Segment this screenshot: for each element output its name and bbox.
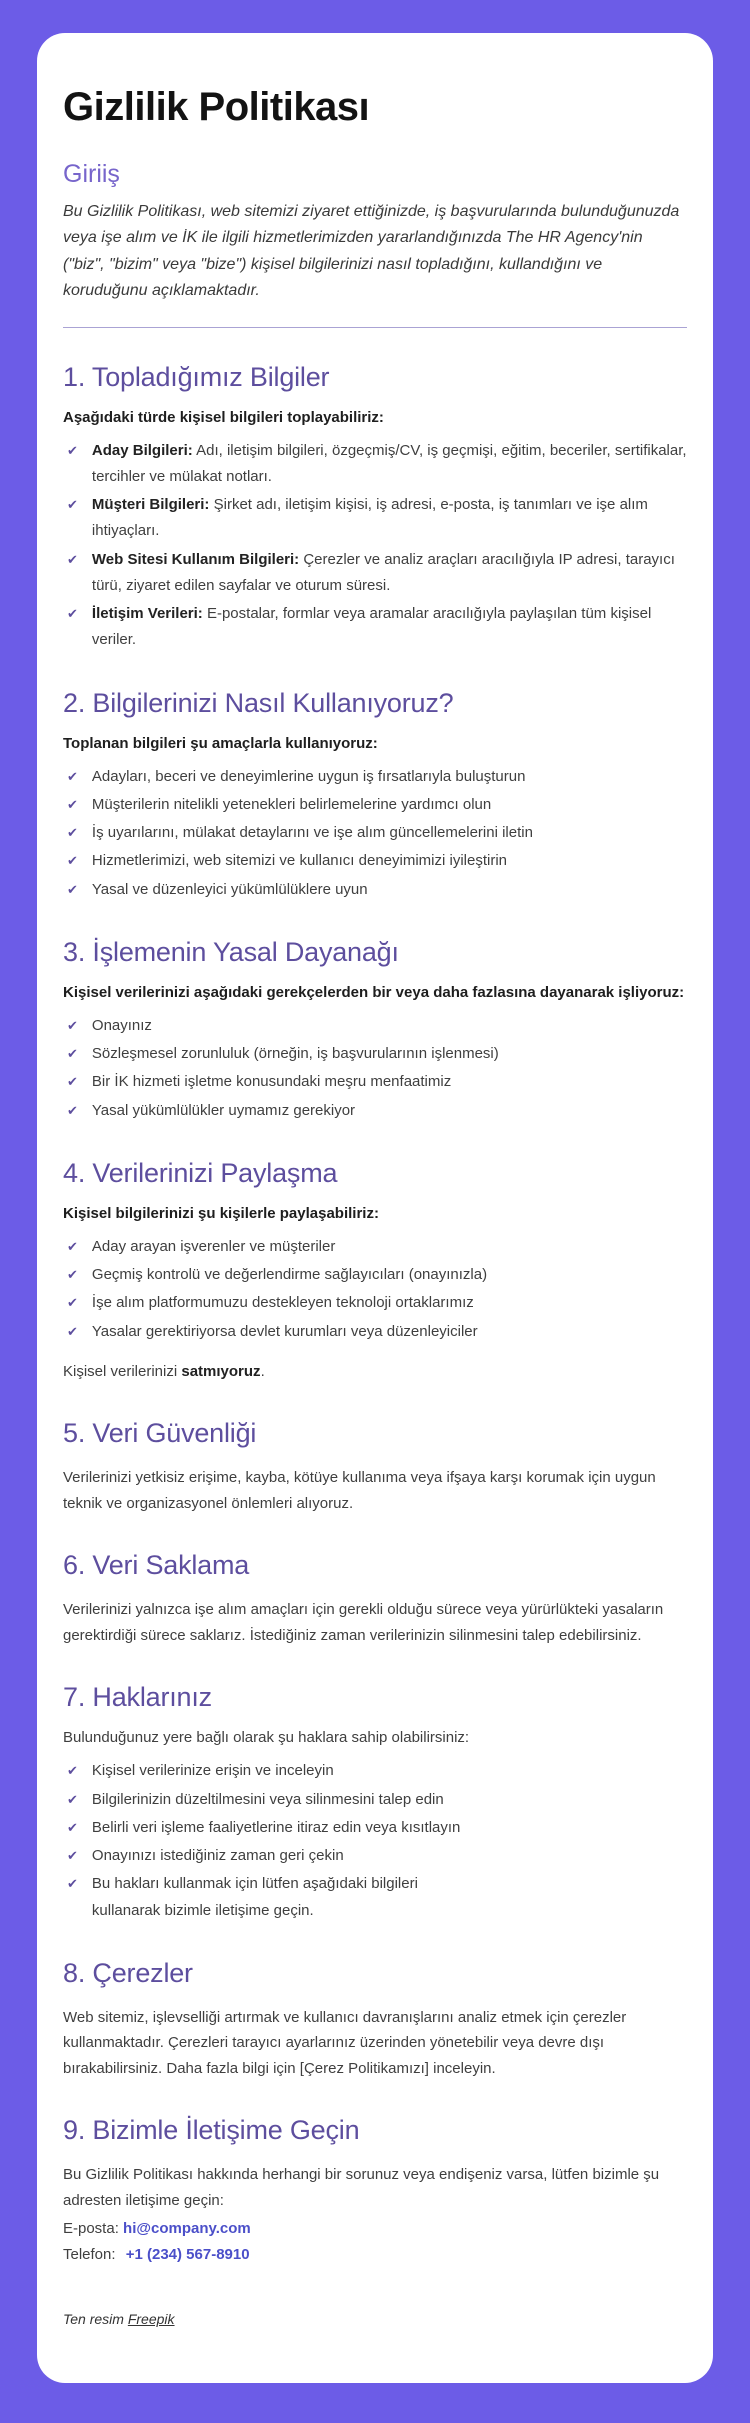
contact-phone-line [63,2243,687,2267]
item-label: Aday Bilgileri: [91,441,193,459]
item-body: Bu hakları kullanmak için lütfen aşağıdaki bilgileri kullanarak bizimle iletişime geçin. [91,1875,418,1919]
section-paragraph: Bu Gizlilik Politikası hakkında herhangi bir sorunuz veya endişeniz varsa, lütfen bizimle şu adresten iletişime geçin: [63,2166,660,2209]
checklist [63,438,687,654]
item-body: Belirli veri işleme faaliyetlerine itiraz edin veya kısıtlayın [91,1818,461,1836]
section-collected-info [63,362,687,654]
item-body: Sözleşmesel zorunluluk (örneğin, iş başvurularının işlenmesi) [91,1045,499,1063]
no-sell-post: . [260,1362,265,1380]
list-item [67,547,687,600]
check-icon: ✔ [67,1819,78,1835]
item-body: Çerezler ve analiz araçları aracılığıyla IP adresi, tarayıcı türü, ziyaret edilen sayfalar ve oturum süresi. [91,550,675,594]
item-body: Onayınızı istediğiniz zaman geri çekin [91,1847,344,1865]
no-sell-note [63,1359,687,1385]
section-how-we-use [63,688,687,903]
check-icon: ✔ [67,825,78,841]
item-body: Şirket adı, iletişim kişisi, iş adresi, e-posta, iş tanımları ve işe alım ihtiyaçları. [91,496,648,540]
section-data-security [63,1418,687,1516]
list-item-text [92,492,687,545]
list-item [67,1262,687,1288]
check-icon: ✔ [67,853,78,869]
item-label: Müşteri Bilgileri: [91,496,210,514]
list-item [67,438,687,491]
section-lead: Kişisel bilgilerinizi şu kişilerle paylaşabiliriz: [63,1204,379,1222]
check-icon: ✔ [67,1102,78,1118]
list-item [67,492,687,545]
check-icon: ✔ [67,1791,78,1807]
section-lead: Aşağıdaki türde kişisel bilgileri toplayabiliriz: [63,408,384,426]
image-credit [63,2311,687,2327]
list-item [67,820,687,846]
no-sell-pre: Kişisel verilerinizi [63,1362,182,1380]
check-icon: ✔ [67,551,78,567]
list-item [67,1069,687,1095]
list-item [67,1234,687,1260]
list-item [67,764,687,790]
checklist [63,1234,687,1345]
email-label: E-posta: [63,2220,124,2238]
item-body: Yasal ve düzenleyici yükümlülüklere uyun [91,880,368,898]
section-cookies [63,1958,687,2082]
content-card [37,33,713,2383]
section-heading: 1. Topladığımız Bilgiler [63,361,330,392]
section-heading: 5. Veri Güvenliği [63,1418,257,1449]
check-icon: ✔ [67,1323,78,1339]
list-item [67,1843,687,1869]
check-icon: ✔ [67,1238,78,1254]
checklist [63,1013,687,1124]
item-body: Adayları, beceri ve deneyimlerine uygun iş fırsatlarıyla buluşturun [91,767,526,785]
item-body: Yasal yükümlülükler uymamız gerekiyor [91,1101,356,1119]
list-item [67,1787,687,1813]
item-body: Hizmetlerimizi, web sitemizi ve kullanıcı deneyimimizi iyileştirin [91,852,507,870]
item-body: E-postalar, formlar veya aramalar aracılığıyla paylaşılan tüm kişisel veriler. [91,605,652,649]
list-item [67,1871,487,1924]
item-body: Geçmiş kontrolü ve değerlendirme sağlayıcıları (onayınızla) [91,1266,488,1284]
item-body: Adı, iletişim bilgileri, özgeçmiş/CV, iş geçmişi, eğitim, beceriler, sertifikalar, tercihler ve mülakat notları. [91,441,687,485]
section-your-rights [63,1682,687,1924]
item-body: Bilgilerinizin düzeltilmesini veya silinmesini talep edin [91,1790,444,1808]
list-item-text [92,438,687,491]
freepik-link[interactable]: Freepik [127,2311,175,2328]
item-body: Müşterilerin nitelikli yetenekleri belirlemelerine yardımcı olun [91,795,492,813]
section-paragraph: Web sitemiz, işlevselliği artırmak ve kullanıcı davranışlarını analiz etmek için çerezler kullanmaktadır. Çerezleri tarayıcı ayarlarınız üzerinden yönetebilir veya devre dışı bırakabilirsiniz. Daha fazla bilgi için [Çerez Politikamızı] inceleyin. [63,2008,627,2077]
phone-link[interactable]: +1 (234) 567-8910 [125,2246,250,2264]
checklist [63,764,687,903]
section-legal-basis [63,937,687,1124]
divider [63,327,687,328]
item-body: İşe alım platformumuzu destekleyen teknoloji ortaklarımız [91,1294,474,1312]
check-icon: ✔ [67,606,78,622]
email-link[interactable]: hi@company.com [123,2220,251,2238]
list-item [67,1815,687,1841]
section-paragraph: Verilerinizi yetkisiz erişime, kayba, kötüye kullanıma veya ifşaya karşı korumak için uygun teknik ve organizasyonel önlemleri alıyoruz. [63,1469,656,1512]
item-body: Aday arayan işverenler ve müşteriler [91,1237,336,1255]
section-heading: 3. İşlemenin Yasal Dayanağı [63,936,399,967]
section-heading: 8. Çerezler [63,1957,193,1988]
section-data-retention [63,1550,687,1648]
section-heading: 4. Verilerinizi Paylaşma [63,1157,338,1188]
section-lead: Bulunduğunuz yere bağlı olarak şu haklara sahip olabilirsiniz: [63,1729,470,1747]
item-body: Onayınız [91,1016,152,1034]
list-item [67,1098,687,1124]
item-body: Kişisel verilerinize erişin ve inceleyin [91,1762,334,1780]
check-icon: ✔ [67,796,78,812]
check-icon: ✔ [67,1267,78,1283]
list-item [67,1319,687,1345]
check-icon: ✔ [67,768,78,784]
section-lead: Kişisel verilerinizi aşağıdaki gerekçelerden bir veya daha fazlasına dayanarak işliyoruz: [63,983,685,1001]
list-item [67,792,687,818]
item-label: İletişim Verileri: [91,605,203,623]
check-icon: ✔ [67,1074,78,1090]
section-heading: 6. Veri Saklama [63,1550,250,1581]
section-heading: 7. Haklarınız [63,1682,212,1713]
section-lead: Toplanan bilgileri şu amaçlarla kullanıyoruz: [63,734,378,752]
section-contact-us [63,2115,687,2267]
check-icon: ✔ [67,442,78,458]
section-heading: 2. Bilgilerinizi Nasıl Kullanıyoruz? [63,687,454,718]
section-heading: 9. Bizimle İletişime Geçin [63,2115,360,2146]
item-body: İş uyarılarını, mülakat detaylarını ve işe alım güncellemelerini iletin [91,824,533,842]
list-item-text [92,601,687,654]
list-item [67,1290,687,1316]
checklist [63,1758,687,1924]
check-icon: ✔ [67,881,78,897]
section-paragraph: Verilerinizi yalnızca işe alım amaçları için gerekli olduğu sürece veya yürürlükteki yasaların gerektirdiği sürece saklarız. İstediğiniz zaman verilerinizin silinmesini talep edebilirsiniz. [63,1601,664,1644]
intro-heading: Giriiş [63,160,120,188]
credit-text: Ten resim [63,2311,128,2328]
check-icon: ✔ [67,1017,78,1033]
list-item [67,848,687,874]
no-sell-bold: satmıyoruz [181,1362,261,1380]
list-item-text [92,547,687,600]
page-title: Gizlilik Politikası [63,85,370,129]
list-item [67,1041,687,1067]
contact-email-line [63,2217,687,2241]
list-item [67,877,687,903]
list-item [67,1013,687,1039]
intro-paragraph: Bu Gizlilik Politikası, web sitemizi ziyaret ettiğinizde, iş başvurularında bulunduğunuzda veya işe alım ve İK ile ilgili hizmetlerimizden yararlandığınızda The HR Agency'nin ("biz", "bizim" veya "bize") kişisel bilgilerinizi nasıl topladığını, kullandığını ve koruduğunu açıklamaktadır. [63,203,680,300]
item-label: Web Sitesi Kullanım Bilgileri: [91,550,300,568]
check-icon: ✔ [67,1848,78,1864]
list-item [67,1758,687,1784]
check-icon: ✔ [67,1046,78,1062]
item-body: Bir İK hizmeti işletme konusundaki meşru menfaatimiz [91,1073,452,1091]
list-item [67,601,687,654]
check-icon: ✔ [67,1295,78,1311]
section-sharing-data [63,1158,687,1385]
item-body: Yasalar gerektiriyorsa devlet kurumları veya düzenleyiciler [91,1322,478,1340]
check-icon: ✔ [67,1876,78,1892]
check-icon: ✔ [67,1763,78,1779]
check-icon: ✔ [67,497,78,513]
phone-label: Telefon: [63,2246,120,2264]
